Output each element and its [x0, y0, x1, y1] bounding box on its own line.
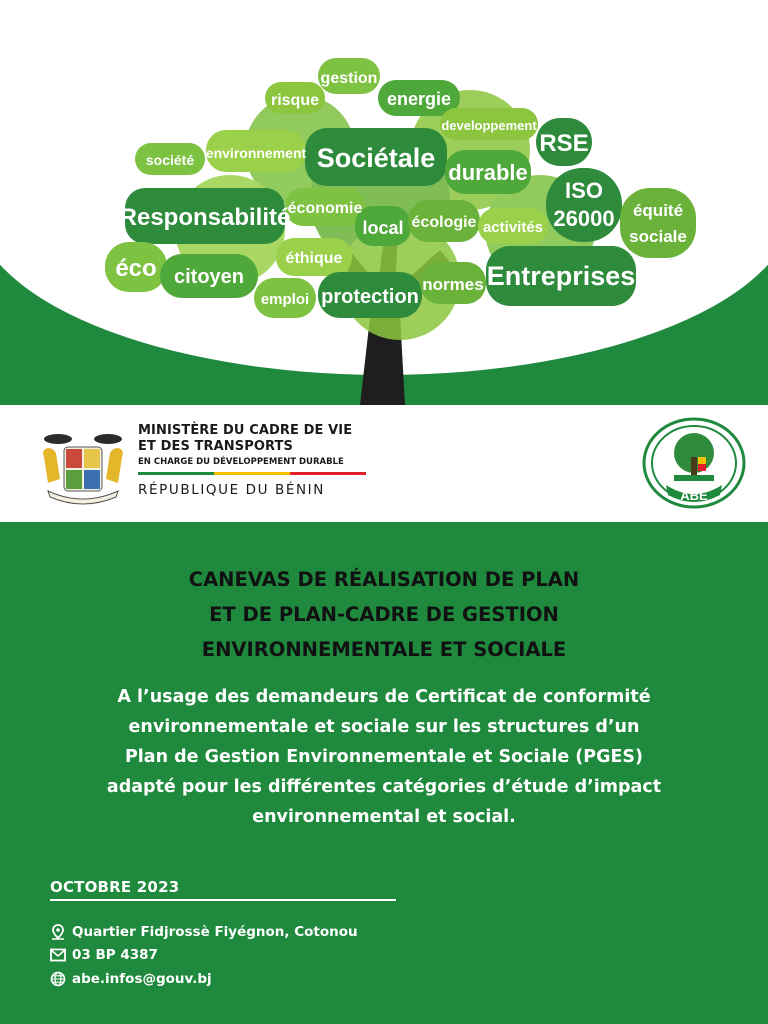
- address-text: Quartier Fidjrossè Fiyégnon, Cotonou: [72, 924, 358, 940]
- logo-band: [0, 405, 768, 522]
- word-energie: energie: [386, 89, 452, 109]
- word-durable: durable: [448, 160, 528, 185]
- ministry-mandate: EN CHARGE DU DÉVELOPPEMENT DURABLE: [138, 457, 344, 467]
- word-local: local: [362, 218, 404, 238]
- ministry-block: [138, 423, 378, 498]
- word-protection: protection: [321, 286, 419, 308]
- document-title: [0, 562, 768, 667]
- globe-icon: [50, 971, 66, 987]
- publication-date: OCTOBRE 2023: [50, 878, 180, 896]
- word-eco: éco: [115, 255, 157, 282]
- word-societe: société: [145, 152, 195, 168]
- document-subtitle-line: environnemental et social.: [252, 807, 516, 827]
- hero-banner: [0, 0, 768, 405]
- document-subtitle-line: adapté pour les différentes catégories d’étude d’impact: [106, 777, 662, 797]
- abe-seal-icon: [642, 417, 746, 509]
- cover-main-panel: [0, 522, 768, 1024]
- word-cloud-tree-illustration: [0, 0, 768, 405]
- ministry-name-line1: MINISTÈRE DU CADRE DE VIE: [138, 423, 353, 438]
- document-title-line: ENVIRONNEMENTALE ET SOCIALE: [201, 638, 567, 661]
- word-equite: équité: [632, 201, 684, 220]
- word-ethique: éthique: [285, 250, 343, 267]
- word-gestion: gestion: [320, 70, 378, 87]
- word-developpement: developpement: [441, 118, 537, 133]
- email-link[interactable]: abe.infos@gouv.bj: [72, 971, 212, 987]
- word-sociale: sociale: [629, 227, 687, 246]
- republic-name: RÉPUBLIQUE DU BÉNIN: [138, 482, 325, 498]
- benin-coat-of-arms-icon: [38, 427, 128, 505]
- date-underline: [50, 899, 396, 901]
- document-title-line: CANEVAS DE RÉALISATION DE PLAN: [188, 568, 580, 591]
- word-responsabilite: Responsabilité: [119, 204, 291, 231]
- document-subtitle-line: environnementale et sociale sur les structures d’un: [128, 717, 640, 737]
- abe-logo-text: ABE: [680, 488, 708, 503]
- word-environnement: environnement: [205, 145, 307, 161]
- word-risque: risque: [270, 92, 320, 109]
- word-economie: économie: [287, 200, 363, 217]
- document-subtitle-line: Plan de Gestion Environnementale et Sociale (PGES): [124, 747, 644, 767]
- word-ecologie: écologie: [411, 214, 477, 231]
- contact-address: [50, 924, 358, 940]
- po-box-text: 03 BP 4387: [72, 947, 158, 963]
- contact-po-box: [50, 947, 158, 963]
- word-26000: 26000: [553, 206, 615, 231]
- ministry-name-line2: ET DES TRANSPORTS: [138, 439, 293, 454]
- envelope-icon: [50, 948, 66, 962]
- location-pin-icon: [50, 924, 66, 940]
- contact-email[interactable]: [50, 971, 212, 987]
- word-entreprises: Entreprises: [486, 261, 636, 291]
- document-title-line: ET DE PLAN-CADRE DE GESTION: [209, 603, 559, 626]
- document-subtitle-line: A l’usage des demandeurs de Certificat de conformité: [117, 687, 651, 707]
- word-rse: RSE: [539, 130, 589, 157]
- word-activites: activités: [482, 219, 544, 236]
- word-citoyen: citoyen: [173, 266, 245, 288]
- word-iso: ISO: [565, 178, 603, 203]
- word-emploi: emploi: [260, 291, 310, 308]
- document-subtitle: [30, 682, 738, 832]
- word-normes: normes: [422, 275, 484, 294]
- benin-flag-bar: [138, 472, 366, 475]
- word-societale: Sociétale: [316, 143, 436, 173]
